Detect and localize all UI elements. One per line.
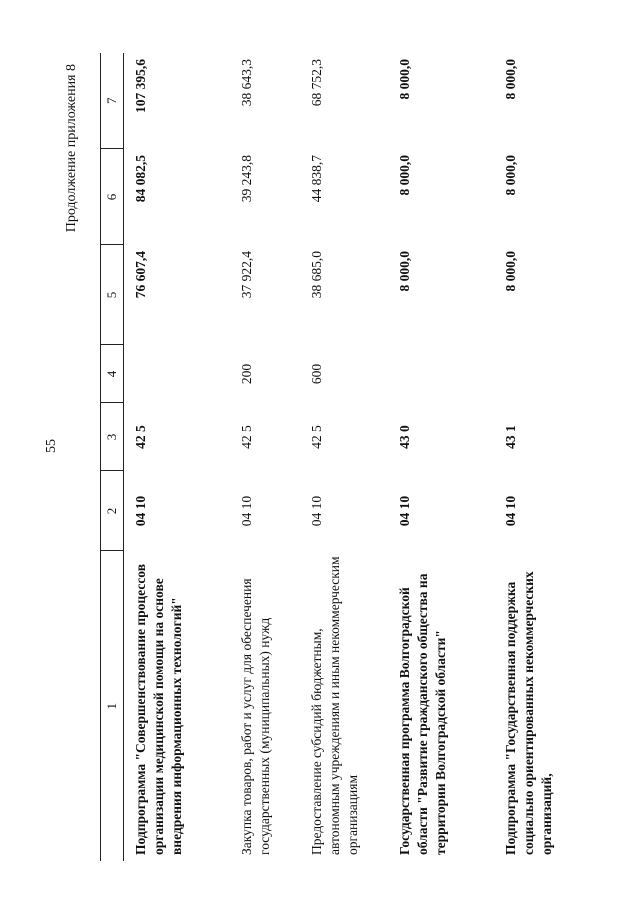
amount-col7: 8 000,0: [397, 59, 412, 100]
column-number-4: 4: [101, 345, 124, 403]
row-name: Государственная программа Волгоградской области "Развитие гражданского общества на территории Волгоградской области": [397, 573, 448, 855]
program-code: 42 5: [133, 425, 148, 449]
column-number-1: 1: [101, 551, 124, 861]
budget-table: [100, 53, 600, 861]
program-code: 43 0: [397, 425, 412, 449]
section-code: 04 10: [309, 495, 324, 527]
column-number-7: 7: [101, 53, 124, 149]
table-row: [230, 53, 300, 861]
amount-col6: 8 000,0: [503, 155, 518, 196]
program-code: 43 1: [503, 425, 518, 449]
amount-col7: 68 752,3: [309, 59, 324, 107]
expense-type-code: [494, 345, 600, 403]
section-code: 04 10: [397, 495, 412, 527]
amount-col7: 38 643,3: [239, 59, 254, 107]
amount-col5: 8 000,0: [503, 251, 518, 292]
table-row: [300, 53, 388, 861]
table-row: [494, 53, 600, 861]
column-number-3: 3: [101, 403, 124, 471]
amount-col7: 8 000,0: [503, 59, 518, 100]
amount-col6: 84 082,5: [133, 155, 148, 203]
expense-type-code: [388, 345, 494, 403]
program-code: 42 5: [309, 425, 324, 449]
row-name: Подпрограмма "Государственная поддержка социально ориентированных некоммерческих организаций,: [503, 571, 554, 855]
amount-col5: 37 922,4: [239, 251, 254, 299]
section-code: 04 10: [503, 495, 518, 527]
page-number: 55: [44, 439, 59, 453]
amount-col6: 8 000,0: [397, 155, 412, 196]
section-code: 04 10: [239, 495, 254, 527]
row-name: Закупка товаров, работ и услуг для обеспечения государственных (муниципальных) нужд: [239, 578, 272, 855]
row-name: Подпрограмма "Совершенствование процессов организации медицинской помощи на основе внедрения информационных технологий": [133, 563, 184, 855]
amount-col5: 8 000,0: [397, 251, 412, 292]
row-name: Предоставление субсидий бюджетным, автономным учреждениям и иным некоммерческим организациям: [309, 556, 360, 855]
table-row: [124, 53, 231, 861]
column-number-6: 6: [101, 149, 124, 245]
section-code: 04 10: [133, 495, 148, 527]
amount-col6: 39 243,8: [239, 155, 254, 203]
column-number-2: 2: [101, 471, 124, 551]
column-number-5: 5: [101, 245, 124, 345]
expense-type-code: 600: [309, 363, 324, 385]
continuation-label: Продолжение приложения 8: [64, 64, 79, 233]
amount-col5: 38 685,0: [309, 251, 324, 299]
expense-type-code: 200: [239, 363, 254, 385]
column-number-row: [101, 53, 124, 861]
expense-type-code: [124, 345, 231, 403]
amount-col6: 44 838,7: [309, 155, 324, 203]
amount-col5: 76 607,4: [133, 251, 148, 299]
amount-col7: 107 395,6: [133, 59, 148, 113]
table-row: [388, 53, 494, 861]
program-code: 42 5: [239, 425, 254, 449]
